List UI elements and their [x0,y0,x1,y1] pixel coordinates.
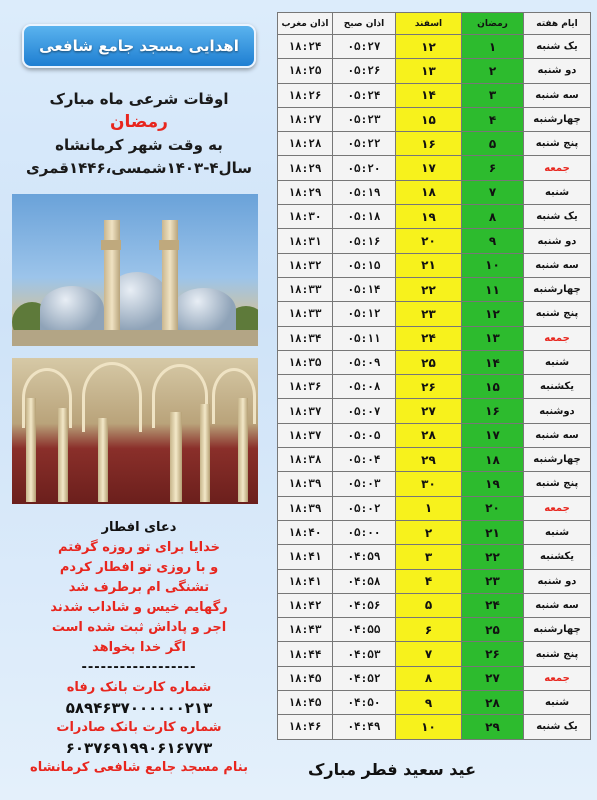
sobh-time: ۰۴:۵۵ [333,618,396,642]
dua-heading: دعای افطار [101,520,177,535]
table-body [278,35,591,740]
weekday: دو شنبه [524,569,591,593]
weekday: دو شنبه [524,229,591,253]
sobh-time: ۰۵:۱۲ [333,302,396,326]
sobh-time: ۰۵:۱۱ [333,326,396,350]
sobh-time: ۰۵:۰۳ [333,472,396,496]
table-row [278,229,591,253]
maghrib-time: ۱۸:۴۴ [278,642,333,666]
esfand-date: ۲۹ [396,448,462,472]
maghrib-time: ۱۸:۴۲ [278,593,333,617]
weekday: شنبه [524,691,591,715]
esfand-date: ۱۵ [396,107,462,131]
mosque-interior-photo [12,358,258,504]
esfand-date: ۲۲ [396,277,462,301]
esfand-date: ۷ [396,642,462,666]
maghrib-time: ۱۸:۴۵ [278,666,333,690]
table-row [278,326,591,350]
sobh-time: ۰۵:۲۴ [333,83,396,107]
ramadan-day: ۱۷ [462,423,524,447]
header-sobh: اذان صبح [333,13,396,35]
sobh-time: ۰۵:۰۸ [333,375,396,399]
table-row [278,618,591,642]
table-row [278,496,591,520]
esfand-date: ۲۳ [396,302,462,326]
sobh-time: ۰۵:۰۰ [333,520,396,544]
weekday: یکشنبه [524,375,591,399]
ramadan-day: ۱۹ [462,472,524,496]
esfand-date: ۲۶ [396,375,462,399]
weekday: یک شنبه [524,205,591,229]
maghrib-time: ۱۸:۳۷ [278,423,333,447]
weekday: پنج شنبه [524,472,591,496]
weekday: دوشنبه [524,399,591,423]
donor-banner: اهدایی مسجد جامع شافعی [22,24,256,68]
ramadan-day: ۲۳ [462,569,524,593]
esfand-date: ۱۸ [396,180,462,204]
ramadan-day: ۱ [462,35,524,59]
ramadan-day: ۲۴ [462,593,524,617]
weekday: پنج شنبه [524,302,591,326]
maghrib-time: ۱۸:۳۲ [278,253,333,277]
separator: ------------------ [81,660,197,675]
title-city: به وقت شهر کرمانشاه [55,136,223,154]
table-row [278,691,591,715]
esfand-date: ۴ [396,569,462,593]
weekday: شنبه [524,350,591,374]
esfand-date: ۲۷ [396,399,462,423]
weekday: سه شنبه [524,253,591,277]
table-row [278,399,591,423]
sobh-time: ۰۵:۱۴ [333,277,396,301]
dua-line: و با روزی تو افطار کردم [59,560,219,575]
table-row [278,35,591,59]
sobh-time: ۰۴:۵۲ [333,666,396,690]
sobh-time: ۰۵:۲۳ [333,107,396,131]
esfand-date: ۱۳ [396,59,462,83]
left-panel [8,8,270,792]
table-row [278,545,591,569]
ramadan-day: ۱۵ [462,375,524,399]
dua-line: تشنگی ام برطرف شد [68,580,210,595]
iftar-prayer [8,518,270,778]
bank1-label: شماره کارت بانک رفاه [66,680,212,695]
dua-line: اجر و پاداش ثبت شده است [51,620,227,635]
sobh-time: ۰۵:۰۴ [333,448,396,472]
weekday: چهارشنبه [524,618,591,642]
sobh-time: ۰۵:۰۷ [333,399,396,423]
sobh-time: ۰۵:۰۲ [333,496,396,520]
ramadan-day: ۱۴ [462,350,524,374]
header-weekday: ایام هفته [524,13,591,35]
table-row [278,59,591,83]
sobh-time: ۰۵:۱۹ [333,180,396,204]
maghrib-time: ۱۸:۳۸ [278,448,333,472]
maghrib-time: ۱۸:۴۳ [278,618,333,642]
table-row [278,253,591,277]
esfand-date: ۲۵ [396,350,462,374]
ramadan-day: ۴ [462,107,524,131]
table-row [278,302,591,326]
dua-line: رگهایم خیس و شاداب شدند [50,600,228,615]
sobh-time: ۰۵:۰۵ [333,423,396,447]
maghrib-time: ۱۸:۴۱ [278,569,333,593]
table-row [278,205,591,229]
table-row [278,520,591,544]
title-line-1: اوقات شرعی ماه مبارک [49,90,229,108]
maghrib-time: ۱۸:۴۶ [278,715,333,739]
weekday: جمعه [524,326,591,350]
maghrib-time: ۱۸:۳۷ [278,399,333,423]
sobh-time: ۰۴:۵۸ [333,569,396,593]
sobh-time: ۰۵:۱۶ [333,229,396,253]
header-esfand: اسفند [396,13,462,35]
maghrib-time: ۱۸:۳۳ [278,277,333,301]
bank2-label: شماره کارت بانک صادرات [56,720,222,735]
weekday: شنبه [524,520,591,544]
sobh-time: ۰۴:۵۳ [333,642,396,666]
ramadan-day: ۸ [462,205,524,229]
sobh-time: ۰۵:۲۷ [333,35,396,59]
ramadan-day: ۲۰ [462,496,524,520]
ramadan-day: ۱۸ [462,448,524,472]
table-row [278,642,591,666]
title-year: سال۴-۱۴۰۳شمسی،۱۴۴۶قمری [26,159,252,177]
sobh-time: ۰۵:۲۲ [333,132,396,156]
ramadan-day: ۱۶ [462,399,524,423]
table-row [278,666,591,690]
ramadan-day: ۲۷ [462,666,524,690]
esfand-date: ۹ [396,691,462,715]
weekday: سه شنبه [524,423,591,447]
table-row [278,277,591,301]
esfand-date: ۸ [396,666,462,690]
sobh-time: ۰۵:۲۶ [333,59,396,83]
ramadan-day: ۶ [462,156,524,180]
ramadan-day: ۱۱ [462,277,524,301]
title-ramadan: رمضان [110,112,168,132]
eid-greeting: عید سعید فطر مبارک [307,760,476,779]
dua-line: اگر خدا بخواهد [92,640,186,655]
weekday: جمعه [524,156,591,180]
dua-line: خدایا برای تو روزه گرفتم [58,540,220,555]
esfand-date: ۲۱ [396,253,462,277]
table-row [278,569,591,593]
ramadan-day: ۲۹ [462,715,524,739]
esfand-date: ۲۸ [396,423,462,447]
esfand-date: ۲۰ [396,229,462,253]
header-maghrib: اذان مغرب [278,13,333,35]
maghrib-time: ۱۸:۲۸ [278,132,333,156]
ramadan-day: ۲۲ [462,545,524,569]
ramadan-day: ۳ [462,83,524,107]
table-header-row [278,13,591,35]
ramadan-day: ۵ [462,132,524,156]
title-block [8,88,270,180]
table-row [278,715,591,739]
bank2-card-number: ۶۰۳۷۶۹۱۹۹۰۶۱۶۷۷۳ [65,739,213,757]
maghrib-time: ۱۸:۳۹ [278,472,333,496]
weekday: پنج شنبه [524,642,591,666]
ramadan-day: ۲۱ [462,520,524,544]
ramadan-day: ۱۰ [462,253,524,277]
esfand-date: ۳ [396,545,462,569]
table-row [278,472,591,496]
table-row [278,593,591,617]
weekday: چهارشنبه [524,277,591,301]
weekday: چهارشنبه [524,448,591,472]
table-row [278,132,591,156]
esfand-date: ۲۴ [396,326,462,350]
maghrib-time: ۱۸:۴۱ [278,545,333,569]
esfand-date: ۱۲ [396,35,462,59]
mosque-exterior-photo [12,194,258,346]
prayer-times-table [277,12,590,740]
maghrib-time: ۱۸:۳۴ [278,326,333,350]
table-row [278,448,591,472]
maghrib-time: ۱۸:۲۹ [278,180,333,204]
table-row [278,375,591,399]
ramadan-day: ۲۸ [462,691,524,715]
bank1-card-number: ۵۸۹۴۶۳۷۰۰۰۰۰۰۲۱۳ [65,699,213,717]
weekday: شنبه [524,180,591,204]
maghrib-time: ۱۸:۳۱ [278,229,333,253]
esfand-date: ۱۴ [396,83,462,107]
maghrib-time: ۱۸:۲۷ [278,107,333,131]
ramadan-day: ۲۶ [462,642,524,666]
weekday: چهارشنبه [524,107,591,131]
esfand-date: ۱۹ [396,205,462,229]
esfand-date: ۳۰ [396,472,462,496]
esfand-date: ۱۷ [396,156,462,180]
account-owner: بنام مسجد جامع شافعی کرمانشاه [30,760,248,775]
table-row [278,107,591,131]
sobh-time: ۰۴:۵۹ [333,545,396,569]
maghrib-time: ۱۸:۴۵ [278,691,333,715]
table-row [278,83,591,107]
ramadan-day: ۷ [462,180,524,204]
weekday: پنج شنبه [524,132,591,156]
table-row [278,180,591,204]
sobh-time: ۰۵:۱۵ [333,253,396,277]
maghrib-time: ۱۸:۲۵ [278,59,333,83]
table-row [278,156,591,180]
maghrib-time: ۱۸:۲۴ [278,35,333,59]
maghrib-time: ۱۸:۳۵ [278,350,333,374]
weekday: سه شنبه [524,593,591,617]
maghrib-time: ۱۸:۳۹ [278,496,333,520]
ramadan-day: ۱۲ [462,302,524,326]
table-row [278,350,591,374]
weekday: یکشنبه [524,545,591,569]
sobh-time: ۰۵:۲۰ [333,156,396,180]
esfand-date: ۲ [396,520,462,544]
maghrib-time: ۱۸:۳۶ [278,375,333,399]
ramadan-day: ۱۳ [462,326,524,350]
ramadan-day: ۹ [462,229,524,253]
maghrib-time: ۱۸:۴۰ [278,520,333,544]
maghrib-time: ۱۸:۲۹ [278,156,333,180]
weekday: یک شنبه [524,715,591,739]
ramadan-day: ۲۵ [462,618,524,642]
esfand-date: ۱ [396,496,462,520]
weekday: دو شنبه [524,59,591,83]
header-ramadan: رمضان [462,13,524,35]
weekday: جمعه [524,496,591,520]
esfand-date: ۵ [396,593,462,617]
sobh-time: ۰۴:۵۰ [333,691,396,715]
sobh-time: ۰۵:۱۸ [333,205,396,229]
esfand-date: ۶ [396,618,462,642]
maghrib-time: ۱۸:۳۳ [278,302,333,326]
esfand-date: ۱۰ [396,715,462,739]
maghrib-time: ۱۸:۲۶ [278,83,333,107]
ramadan-day: ۲ [462,59,524,83]
weekday: یک شنبه [524,35,591,59]
table-row [278,423,591,447]
sobh-time: ۰۴:۴۹ [333,715,396,739]
weekday: جمعه [524,666,591,690]
esfand-date: ۱۶ [396,132,462,156]
sobh-time: ۰۵:۰۹ [333,350,396,374]
sobh-time: ۰۴:۵۶ [333,593,396,617]
weekday: سه شنبه [524,83,591,107]
maghrib-time: ۱۸:۳۰ [278,205,333,229]
